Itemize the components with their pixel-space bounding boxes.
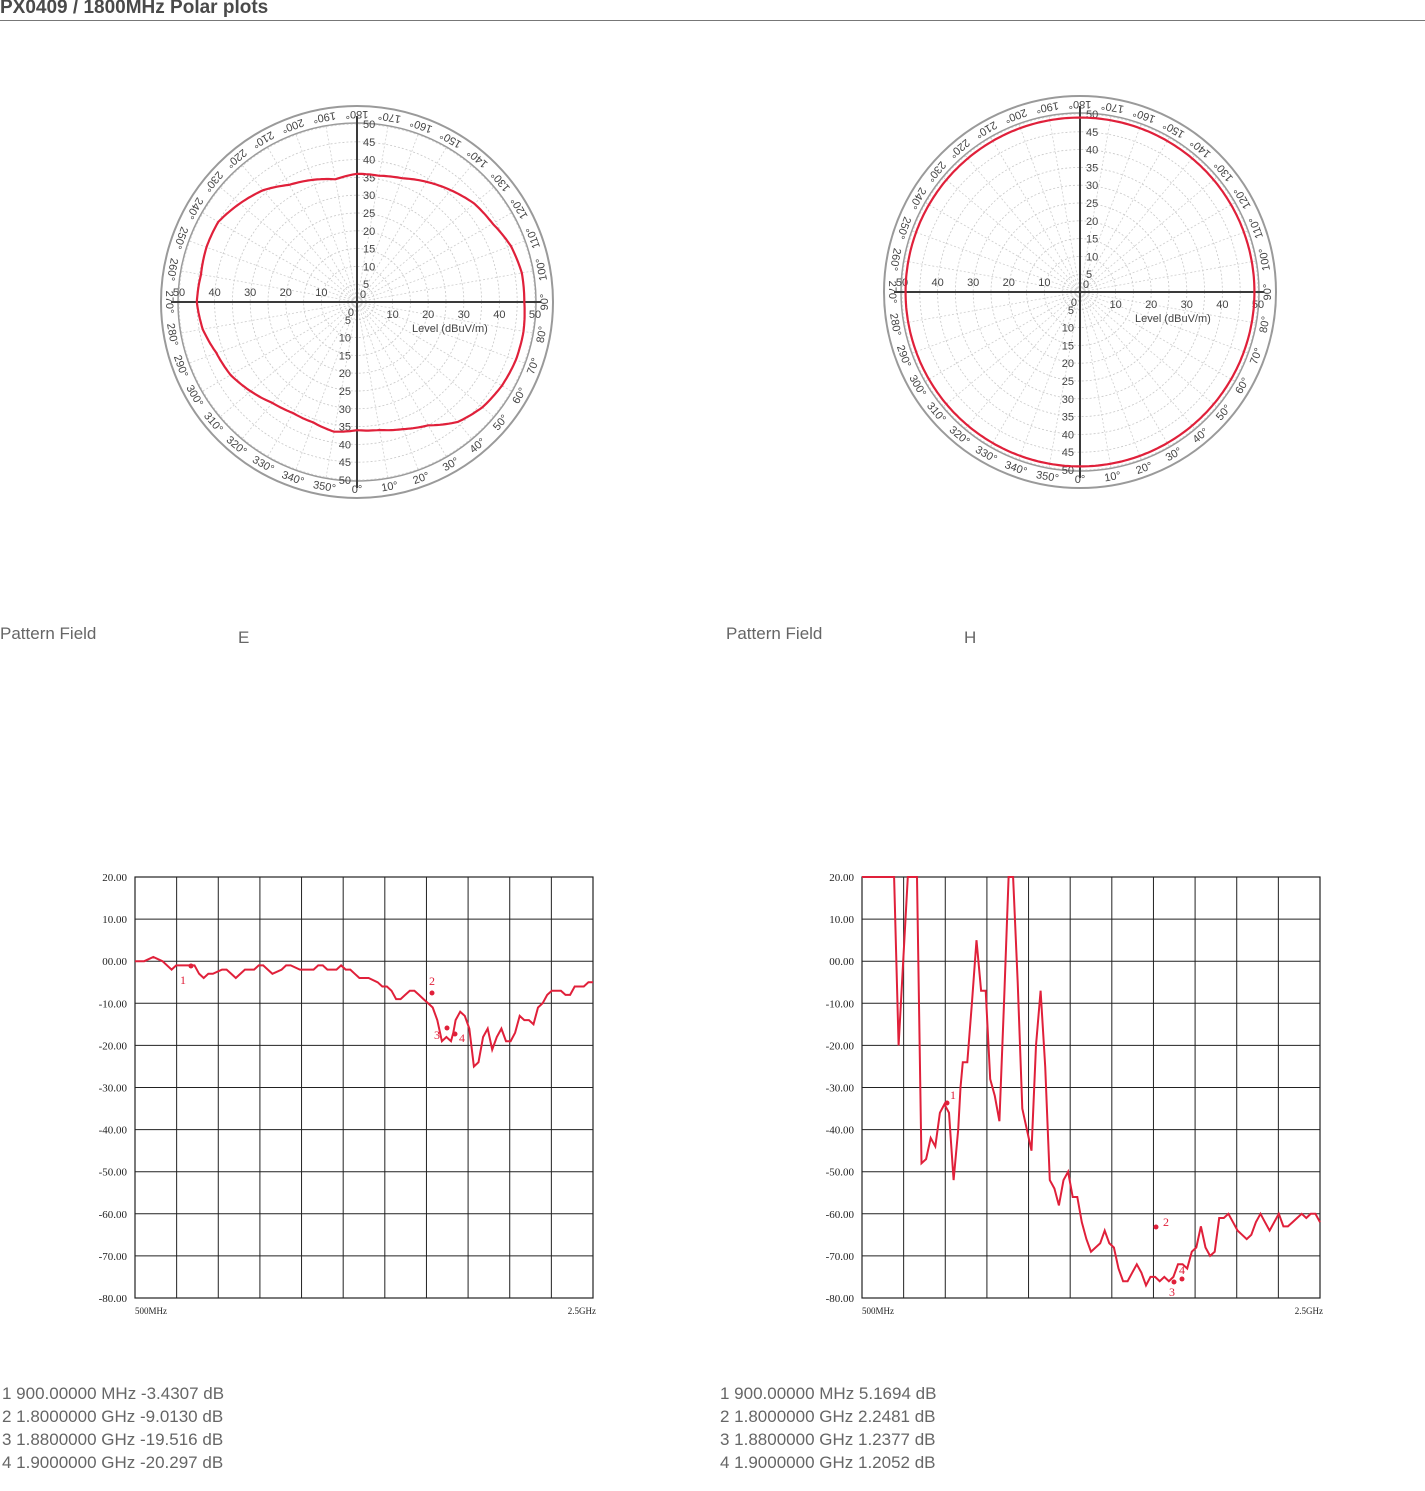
y-tick-label: -80.00 [98, 1293, 127, 1305]
marker-point [1180, 1277, 1185, 1282]
marker-readout-2: 2 1.8000000 GHz 2.2481 dB [720, 1407, 936, 1426]
angle-label: 220° [223, 146, 249, 170]
grid-spoke [905, 292, 1080, 323]
angle-label: 0° [351, 483, 363, 496]
angle-label: 120° [508, 195, 531, 221]
marker-label: 3 [434, 1028, 440, 1042]
marker-readout-4: 4 1.9000000 GHz -20.297 dB [2, 1453, 224, 1472]
grid-spoke [926, 292, 1080, 381]
radial-tick-label-up: 45 [363, 136, 376, 149]
radial-tick-label-down: 15 [1061, 340, 1074, 353]
y-tick-label: 00.00 [829, 956, 854, 969]
marker-point [1154, 1225, 1159, 1230]
radial-tick-label-down: 25 [338, 386, 351, 398]
angle-label: 120° [1231, 185, 1254, 211]
y-tick-label: 10.00 [102, 914, 127, 927]
radial-tick-label-up: 50 [1086, 109, 1099, 121]
angle-label: 130° [489, 168, 513, 194]
grid-spoke [190, 302, 357, 363]
angle-label: 10° [380, 479, 399, 495]
angle-label: 200° [1002, 105, 1029, 125]
radial-tick-label-down: 35 [1061, 411, 1074, 424]
sweep-line [135, 957, 593, 1067]
axis-tick-label-right: 20 [1145, 299, 1158, 311]
angle-label: 170° [377, 109, 402, 125]
marker-readout-3: 3 1.8800000 GHz 1.2377 dB [720, 1430, 936, 1449]
angle-label: 90° [538, 293, 551, 311]
grid-spoke [1080, 292, 1111, 467]
y-tick-label: -10.00 [825, 998, 854, 1011]
angle-label: 140° [1188, 136, 1214, 160]
grid-spoke [326, 127, 357, 302]
angle-label: 280° [887, 312, 903, 337]
radial-tick-label-up: 35 [363, 172, 376, 185]
y-tick-label: 20.00 [102, 872, 127, 884]
angle-label: 80° [534, 325, 550, 344]
y-tick-label: -70.00 [98, 1250, 127, 1263]
sweep-chart-h [817, 862, 1337, 1322]
angle-label: 110° [524, 225, 543, 251]
marker-label: 4 [459, 1031, 465, 1045]
grid-spoke [268, 148, 357, 302]
radial-tick-label-down: 30 [338, 403, 351, 416]
radial-tick-label-up: 30 [1086, 180, 1099, 193]
marker-readout-4: 4 1.9000000 GHz 1.2052 dB [720, 1453, 936, 1472]
angle-label: 270° [886, 280, 899, 304]
angle-label: 30° [440, 455, 462, 475]
angle-label: 100° [534, 257, 550, 282]
axis-tick-label-right: 50 [528, 309, 542, 321]
angle-label: 60° [1233, 375, 1253, 397]
angle-label: 130° [1212, 158, 1236, 184]
sweep-line [862, 877, 1320, 1285]
radial-tick-label-down: 10 [1061, 322, 1074, 335]
grid-spoke [357, 271, 532, 302]
y-tick-label: -10.00 [98, 998, 127, 1011]
angle-label: 350° [312, 479, 337, 495]
x-end-label: 2.5GHz [567, 1306, 596, 1316]
angle-label: 280° [164, 322, 180, 347]
radial-tick-label-down: 20 [1061, 358, 1074, 371]
grid-spoke [357, 302, 388, 477]
radial-tick-label-up: 15 [1086, 233, 1099, 246]
x-start-label: 500MHz [862, 1306, 894, 1316]
marker-label: 1 [950, 1088, 956, 1102]
y-tick-label: -70.00 [825, 1250, 854, 1263]
radial-tick-label-up: 15 [363, 243, 376, 256]
marker-point [1172, 1280, 1177, 1285]
radial-tick-label-down: 35 [338, 421, 351, 434]
angle-label: 170° [1100, 99, 1125, 115]
x-end-label: 2.5GHz [1294, 1306, 1323, 1316]
radial-tick-label-down: 50 [1061, 465, 1074, 477]
angle-label: 300° [906, 373, 929, 399]
angle-label: 320° [946, 424, 972, 448]
angle-label: 230° [201, 168, 225, 194]
angle-label: 10° [1103, 469, 1122, 485]
axis-tick-label-left: 10 [315, 287, 328, 299]
origin-label: 0 [1070, 297, 1077, 309]
angle-label: 220° [946, 136, 972, 160]
angle-label: 50° [1214, 402, 1234, 424]
angle-label: 310° [924, 400, 948, 426]
y-tick-label: 00.00 [102, 956, 127, 969]
y-tick-label: -50.00 [825, 1166, 854, 1179]
angle-label: 150° [1161, 118, 1187, 141]
marker-label: 2 [1163, 1215, 1169, 1229]
radial-tick-label-down: 45 [338, 457, 351, 470]
marker-point [430, 991, 435, 996]
polar-plot-h [840, 70, 1320, 530]
angle-label: 290° [893, 343, 913, 370]
angle-label: 180° [345, 108, 369, 121]
radial-tick-label-up: 10 [1086, 251, 1099, 264]
angle-label: 320° [223, 434, 249, 458]
grid-spoke [1080, 261, 1255, 292]
angle-label: 160° [408, 115, 435, 135]
origin-label: 0 [360, 289, 367, 301]
marker-label: 2 [429, 974, 435, 988]
radial-tick-label-up: 45 [1086, 126, 1099, 139]
grid-spoke [357, 302, 418, 469]
radial-tick-label-up: 25 [363, 208, 376, 220]
radial-tick-label-down: 5 [344, 314, 351, 327]
marker-readout-1: 1 900.00000 MHz 5.1694 dB [720, 1384, 937, 1403]
x-start-label: 500MHz [135, 1306, 167, 1316]
grid-spoke [991, 138, 1080, 292]
grid-spoke [913, 292, 1080, 353]
angle-label: 40° [1190, 426, 1212, 446]
level-axis-label: Level (dBuV/m) [412, 323, 488, 335]
axis-tick-label-left: 40 [931, 277, 944, 289]
radial-tick-label-down: 20 [338, 368, 351, 381]
y-tick-label: -30.00 [825, 1082, 854, 1095]
angle-label: 150° [438, 128, 464, 151]
angle-label: 70° [1248, 346, 1266, 367]
y-tick-label: -40.00 [98, 1124, 127, 1137]
angle-label: 160° [1131, 105, 1158, 125]
angle-label: 80° [1257, 315, 1273, 334]
axis-tick-label-right: 40 [493, 309, 506, 321]
angle-label: 260° [887, 247, 903, 272]
plane-label-h: H [964, 628, 977, 647]
angle-label: 40° [467, 436, 489, 456]
y-tick-label: -80.00 [825, 1293, 854, 1305]
marker-readout-3: 3 1.8800000 GHz -19.516 dB [2, 1430, 224, 1449]
radial-tick-label-down: 40 [1061, 429, 1074, 442]
y-tick-label: -50.00 [98, 1166, 127, 1179]
angle-label: 230° [924, 158, 948, 184]
angle-label: 190° [312, 109, 337, 125]
axis-tick-label-right: 20 [422, 309, 435, 321]
title-divider [0, 20, 1425, 21]
marker-list-e [2, 1382, 224, 1474]
angle-label: 240° [183, 195, 206, 221]
angle-label: 200° [279, 115, 306, 135]
radial-tick-label-up: 30 [363, 190, 376, 203]
angle-label: 300° [183, 383, 206, 409]
axis-tick-label-right: 40 [1216, 299, 1229, 311]
plane-label-e: E [238, 628, 250, 647]
axis-tick-label-right: 50 [1251, 299, 1265, 311]
radial-tick-label-up: 40 [363, 154, 376, 167]
y-tick-label: -20.00 [825, 1040, 854, 1053]
angle-label: 290° [170, 353, 190, 380]
angle-label: 70° [525, 356, 543, 377]
axis-tick-label-left: 30 [244, 287, 257, 299]
radial-tick-label-down: 30 [1061, 393, 1074, 406]
grid-spoke [1080, 292, 1141, 459]
y-tick-label: -30.00 [98, 1082, 127, 1095]
grid-spoke [203, 302, 357, 391]
radial-tick-label-up: 5 [363, 279, 370, 292]
radial-tick-label-up: 25 [1086, 198, 1099, 210]
axis-tick-label-left: 10 [1038, 277, 1051, 289]
angle-label: 310° [201, 410, 225, 436]
radial-tick-label-up: 5 [1086, 269, 1093, 282]
radial-tick-label-up: 35 [1086, 162, 1099, 175]
angle-label: 250° [893, 214, 913, 241]
marker-point [453, 1032, 458, 1037]
y-tick-label: -60.00 [98, 1208, 127, 1221]
axis-tick-label-right: 30 [1180, 299, 1193, 311]
radial-tick-label-up: 50 [363, 119, 376, 131]
angle-label: 0° [1074, 473, 1086, 486]
marker-point [445, 1026, 450, 1031]
sweep-chart-e [90, 862, 610, 1322]
angle-label: 50° [491, 412, 511, 434]
marker-point [945, 1101, 950, 1106]
angle-label: 240° [906, 185, 929, 211]
angle-label: 210° [250, 128, 276, 151]
axis-tick-label-right: 10 [386, 309, 399, 321]
radial-tick-label-down: 5 [1067, 304, 1074, 317]
origin-label: 0 [1083, 279, 1090, 291]
marker-label: 1 [180, 973, 186, 987]
angle-label: 330° [250, 453, 276, 476]
angle-label: 20° [411, 470, 432, 488]
polar-plot-e [120, 70, 610, 540]
axis-tick-label-left: 40 [208, 287, 221, 299]
pattern-field-label-e: Pattern Field [0, 624, 97, 643]
grid-spoke [182, 302, 357, 333]
angle-label: 340° [1002, 459, 1029, 479]
radial-tick-label-up: 20 [1086, 215, 1099, 228]
axis-tick-label-left: 30 [967, 277, 980, 289]
angle-label: 350° [1035, 469, 1060, 485]
angle-label: 250° [170, 224, 190, 251]
radial-tick-label-down: 45 [1061, 447, 1074, 460]
angle-label: 340° [279, 469, 306, 489]
marker-label: 4 [1179, 1263, 1185, 1277]
marker-readout-1: 1 900.00000 MHz -3.4307 dB [2, 1384, 225, 1403]
radial-tick-label-down: 25 [1061, 376, 1074, 388]
radial-tick-label-down: 10 [338, 332, 351, 345]
grid-spoke [357, 213, 511, 302]
angle-label: 100° [1257, 247, 1273, 272]
angle-label: 110° [1247, 215, 1266, 241]
y-tick-label: -20.00 [98, 1040, 127, 1053]
marker-readout-2: 2 1.8000000 GHz -9.0130 dB [2, 1407, 224, 1426]
angle-label: 190° [1035, 99, 1060, 115]
pattern-field-label-h: Pattern Field [726, 624, 823, 643]
page-title: PX0409 / 1800MHz Polar plots [0, 0, 269, 18]
radial-tick-label-up: 40 [1086, 144, 1099, 157]
angle-label: 270° [163, 290, 176, 314]
axis-tick-label-left: 50 [895, 277, 909, 289]
angle-label: 180° [1068, 98, 1092, 111]
y-tick-label: 10.00 [829, 914, 854, 927]
angle-label: 260° [164, 257, 180, 282]
y-tick-label: -40.00 [825, 1124, 854, 1137]
angle-label: 30° [1163, 445, 1185, 465]
marker-label: 3 [1169, 1285, 1175, 1299]
y-tick-label: 20.00 [829, 872, 854, 884]
origin-label: 0 [347, 307, 354, 319]
axis-tick-label-right: 30 [457, 309, 470, 321]
axis-tick-label-left: 20 [279, 287, 292, 299]
angle-label: 210° [973, 118, 999, 141]
marker-point [189, 964, 194, 969]
level-axis-label: Level (dBuV/m) [1135, 313, 1211, 325]
y-tick-label: -60.00 [825, 1208, 854, 1221]
axis-tick-label-left: 20 [1002, 277, 1015, 289]
grid-spoke [1049, 117, 1080, 292]
angle-label: 140° [465, 146, 491, 170]
angle-label: 90° [1261, 283, 1274, 301]
angle-label: 20° [1134, 460, 1155, 478]
angle-label: 330° [973, 443, 999, 466]
marker-list-h [720, 1382, 936, 1474]
axis-tick-label-left: 50 [172, 287, 186, 299]
radial-tick-label-down: 15 [338, 350, 351, 363]
radial-tick-label-up: 20 [363, 225, 376, 238]
radial-tick-label-up: 10 [363, 261, 376, 274]
radial-tick-label-down: 50 [338, 475, 351, 487]
radial-tick-label-down: 40 [338, 439, 351, 452]
angle-label: 60° [510, 385, 530, 407]
axis-tick-label-right: 10 [1109, 299, 1122, 311]
grid-spoke [1080, 203, 1234, 292]
